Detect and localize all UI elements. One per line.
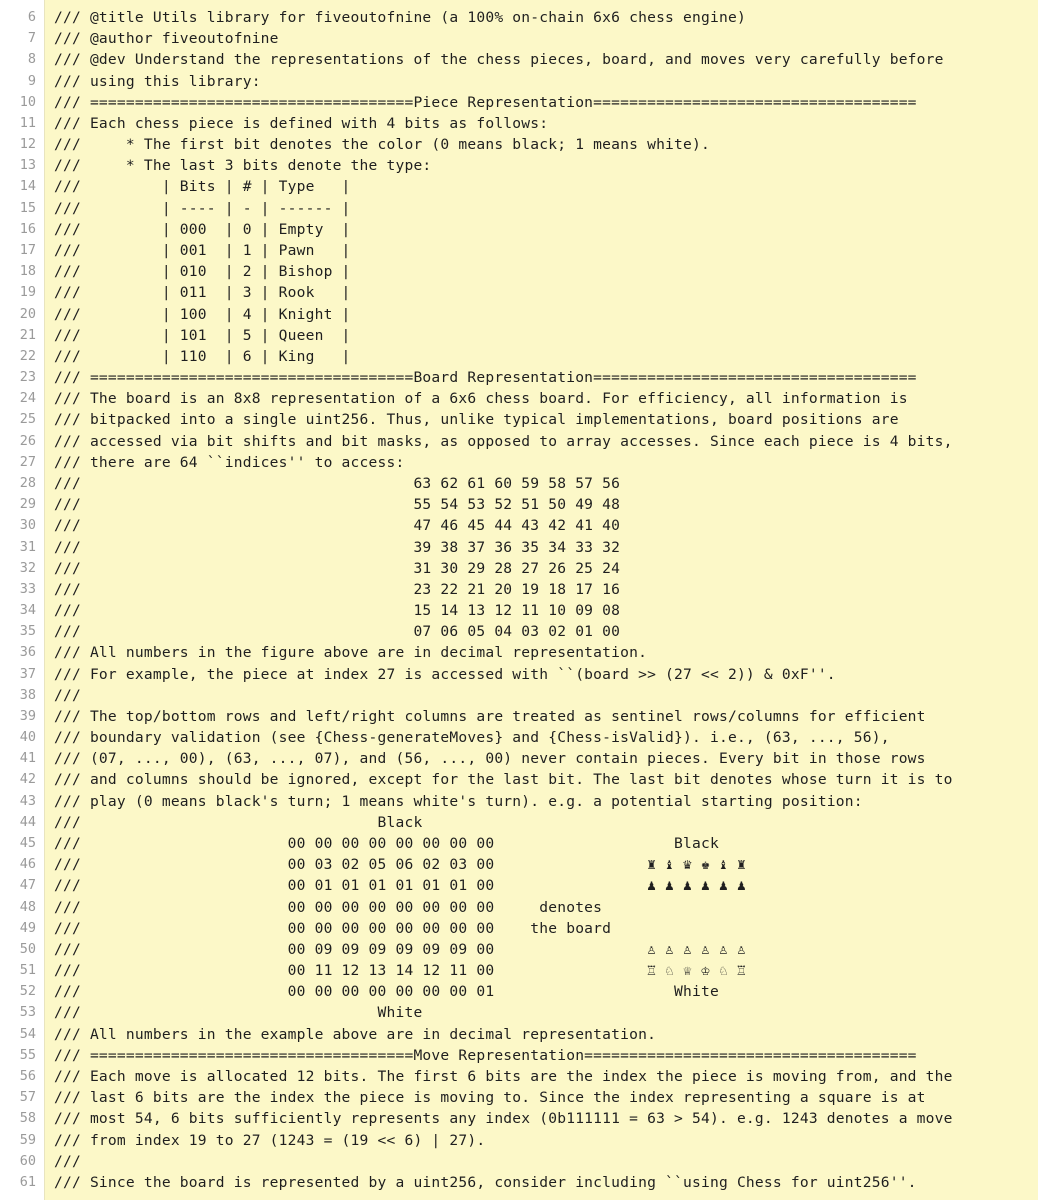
code-text: /// 63 62 61 60 59 58 57 56 xyxy=(54,474,621,492)
line-number: 14 xyxy=(19,178,36,195)
code-text: /// and columns should be ignored, except for the last bit. The last bit denotes whose turn it is to xyxy=(54,771,953,789)
code-text: /// | 001 | 1 | Pawn | xyxy=(54,241,351,259)
code-text: /// For example, the piece at index 27 is accessed with ``(board >> (27 << 2)) & 0xF''. xyxy=(54,665,836,683)
line-number: 56 xyxy=(19,1068,36,1084)
code-text: /// Each move is allocated 12 bits. The first 6 bits are the index the piece is moving from, and the xyxy=(54,1068,953,1085)
code-text: /// * The first bit denotes the color (0 means black; 1 means white). xyxy=(54,136,710,154)
line-number: 61 xyxy=(19,1173,36,1190)
code-line[interactable] xyxy=(0,664,1038,685)
line-number: 18 xyxy=(19,263,36,280)
line-number: 8 xyxy=(27,51,36,68)
code-line[interactable] xyxy=(0,431,1038,452)
line-number: 27 xyxy=(19,453,36,470)
line-number: 47 xyxy=(19,877,36,894)
line-number: 30 xyxy=(19,517,36,534)
code-line[interactable] xyxy=(0,304,1038,325)
line-number: 28 xyxy=(19,474,36,491)
line-number: 36 xyxy=(19,644,36,661)
code-text: /// 00 00 00 00 00 00 00 00 the board xyxy=(54,919,612,937)
code-text: /// 00 03 02 05 06 02 03 00 ♜ ♝ ♛ ♚ ♝ ♜ xyxy=(54,856,746,874)
code-line[interactable] xyxy=(0,939,1038,960)
line-number: 10 xyxy=(19,93,36,110)
code-text: /// bitpacked into a single uint256. Thus, unlike typical implementations, board positions are xyxy=(54,411,899,429)
line-number: 6 xyxy=(27,9,36,25)
line-number: 50 xyxy=(19,940,36,957)
code-line[interactable] xyxy=(0,28,1038,49)
code-text: /// | 000 | 0 | Empty | xyxy=(54,220,351,238)
line-number: 22 xyxy=(19,347,36,364)
code-text: /// @dev Understand the representations of the chess pieces, board, and moves very carefully before xyxy=(54,51,944,69)
code-text: /// All numbers in the example above are in decimal representation. xyxy=(54,1025,657,1043)
line-number: 26 xyxy=(19,432,36,449)
line-number: 45 xyxy=(19,835,36,852)
code-text: /// ====================================Move Representation===================================== xyxy=(54,1046,917,1064)
code-text: /// | 010 | 2 | Bishop | xyxy=(54,263,351,281)
code-line[interactable] xyxy=(0,960,1038,981)
line-number: 42 xyxy=(19,771,36,788)
code-text: /// ====================================Piece Representation==================================== xyxy=(54,93,917,111)
code-line[interactable] xyxy=(0,325,1038,346)
code-line[interactable] xyxy=(0,1087,1038,1108)
code-text: /// | Bits | # | Type | xyxy=(54,178,351,196)
line-number: 39 xyxy=(19,707,36,724)
line-number: 12 xyxy=(19,136,36,153)
code-line[interactable] xyxy=(0,769,1038,790)
code-line[interactable] xyxy=(0,388,1038,409)
line-number: 21 xyxy=(19,326,36,343)
line-number: 31 xyxy=(19,538,36,555)
line-number: 55 xyxy=(19,1046,36,1063)
code-text: /// (07, ..., 00), (63, ..., 07), and (56, ..., 00) never contain pieces. Every bit in those rows xyxy=(54,750,926,768)
code-line[interactable] xyxy=(0,1172,1038,1193)
code-line[interactable] xyxy=(0,113,1038,134)
line-number: 57 xyxy=(19,1089,36,1106)
code-line[interactable] xyxy=(0,875,1038,896)
code-text: /// last 6 bits are the index the piece is moving to. Since the index representing a square is at xyxy=(54,1089,926,1107)
line-number: 51 xyxy=(19,962,36,979)
line-number: 20 xyxy=(19,305,36,322)
line-number: 53 xyxy=(19,1004,36,1021)
line-number: 52 xyxy=(19,983,36,1000)
line-number: 23 xyxy=(19,369,36,386)
code-text: /// 00 00 00 00 00 00 00 00 Black xyxy=(54,835,719,853)
code-line[interactable] xyxy=(0,7,1038,28)
code-line[interactable] xyxy=(0,219,1038,240)
code-line[interactable] xyxy=(0,1108,1038,1129)
code-line[interactable] xyxy=(0,706,1038,727)
code-line[interactable] xyxy=(0,1151,1038,1172)
code-text: /// 23 22 21 20 19 18 17 16 xyxy=(54,580,621,598)
code-text: /// 00 09 09 09 09 09 09 00 ♙ ♙ ♙ ♙ ♙ ♙ xyxy=(54,940,746,958)
code-text: /// | 110 | 6 | King | xyxy=(54,347,351,365)
line-number: 44 xyxy=(19,813,36,830)
code-text: /// there are 64 ``indices'' to access: xyxy=(54,453,405,471)
code-line[interactable] xyxy=(0,833,1038,854)
code-line[interactable] xyxy=(0,537,1038,558)
code-line[interactable] xyxy=(0,685,1038,706)
code-line[interactable] xyxy=(0,600,1038,621)
line-number: 58 xyxy=(19,1110,36,1127)
code-line[interactable] xyxy=(0,49,1038,70)
code-text: /// using this library: xyxy=(54,72,261,90)
line-number: 59 xyxy=(19,1131,36,1148)
code-text: /// 47 46 45 44 43 42 41 40 xyxy=(54,517,621,535)
line-number: 49 xyxy=(19,919,36,936)
code-line[interactable] xyxy=(0,1066,1038,1087)
code-line[interactable] xyxy=(0,854,1038,875)
line-number: 7 xyxy=(27,30,36,47)
code-text: /// | 011 | 3 | Rook | xyxy=(54,284,351,302)
line-number: 15 xyxy=(19,199,36,216)
code-line[interactable] xyxy=(0,579,1038,600)
code-line[interactable] xyxy=(0,452,1038,473)
code-line[interactable] xyxy=(0,155,1038,176)
code-text: /// Since the board is represented by a uint256, consider including ``using Chess for uint256''. xyxy=(54,1173,917,1191)
code-text: /// Each chess piece is defined with 4 bits as follows: xyxy=(54,114,549,132)
line-number: 25 xyxy=(19,411,36,428)
code-line[interactable] xyxy=(0,473,1038,494)
code-line[interactable] xyxy=(0,134,1038,155)
line-number: 46 xyxy=(19,856,36,873)
line-number: 9 xyxy=(27,72,36,89)
code-text: /// 31 30 29 28 27 26 25 24 xyxy=(54,559,621,577)
code-text: /// | 101 | 5 | Queen | xyxy=(54,326,351,344)
code-text: /// @author fiveoutofnine xyxy=(54,30,279,48)
line-number: 33 xyxy=(19,580,36,597)
code-text: /// ====================================Board Representation==================================== xyxy=(54,369,917,387)
code-line[interactable] xyxy=(0,346,1038,367)
code-text: /// 00 01 01 01 01 01 01 00 ♟ ♟ ♟ ♟ ♟ ♟ xyxy=(54,877,746,895)
code-line[interactable] xyxy=(0,71,1038,92)
code-text: /// from index 19 to 27 (1243 = (19 << 6) | 27). xyxy=(54,1131,486,1149)
code-line[interactable] xyxy=(0,727,1038,748)
code-text: /// 39 38 37 36 35 34 33 32 xyxy=(54,538,621,556)
line-number: 17 xyxy=(19,241,36,258)
code-text: /// most 54, 6 bits sufficiently represents any index (0b111111 = 63 > 54). e.g. 1243 denotes a move xyxy=(54,1110,953,1128)
line-number: 24 xyxy=(19,390,36,407)
code-line[interactable] xyxy=(0,261,1038,282)
line-number: 35 xyxy=(19,623,36,640)
code-line[interactable] xyxy=(0,897,1038,918)
line-number: 38 xyxy=(19,686,36,703)
code-line[interactable] xyxy=(0,515,1038,536)
code-line[interactable] xyxy=(0,791,1038,812)
code-line[interactable] xyxy=(0,812,1038,833)
code-line[interactable] xyxy=(0,282,1038,303)
line-number: 11 xyxy=(19,114,36,131)
code-text: /// 15 14 13 12 11 10 09 08 xyxy=(54,602,621,620)
code-text: /// * The last 3 bits denote the type: xyxy=(54,157,432,175)
line-number: 34 xyxy=(19,602,36,619)
code-text: /// xyxy=(54,686,81,704)
line-number: 29 xyxy=(19,496,36,513)
line-number: 60 xyxy=(19,1152,36,1169)
code-text: /// 00 11 12 13 14 12 11 00 ♖ ♘ ♕ ♔ ♘ ♖ xyxy=(54,962,746,980)
line-number: 13 xyxy=(19,157,36,174)
code-text: /// accessed via bit shifts and bit masks, as opposed to array accesses. Since each piece is 4 bits, xyxy=(54,432,953,450)
code-line[interactable] xyxy=(0,240,1038,261)
line-number: 43 xyxy=(19,792,36,809)
line-number: 16 xyxy=(19,220,36,237)
line-number: 32 xyxy=(19,559,36,576)
line-number: 48 xyxy=(19,898,36,915)
code-line[interactable] xyxy=(0,367,1038,388)
line-number: 19 xyxy=(19,284,36,301)
code-line[interactable] xyxy=(0,1045,1038,1066)
code-line[interactable] xyxy=(0,981,1038,1002)
code-line[interactable] xyxy=(0,1130,1038,1151)
code-text: /// | ---- | - | ------ | xyxy=(54,199,351,217)
code-text: /// 07 06 05 04 03 02 01 00 xyxy=(54,623,621,641)
code-text: /// 00 00 00 00 00 00 00 00 denotes xyxy=(54,898,603,916)
code-line[interactable] xyxy=(0,1024,1038,1045)
code-text: /// The top/bottom rows and left/right columns are treated as sentinel rows/columns for efficient xyxy=(54,707,926,725)
line-number: 37 xyxy=(19,665,36,682)
code-text: /// boundary validation (see {Chess-generateMoves} and {Chess-isValid}). i.e., (63, ..., 56), xyxy=(54,729,890,747)
code-line[interactable] xyxy=(0,642,1038,663)
code-line[interactable] xyxy=(0,621,1038,642)
code-line[interactable] xyxy=(0,748,1038,769)
code-text: /// @title Utils library for fiveoutofnine (a 100% on-chain 6x6 chess engine) xyxy=(54,9,746,26)
code-line[interactable] xyxy=(0,409,1038,430)
code-text: /// play (0 means black's turn; 1 means white's turn). e.g. a potential starting position: xyxy=(54,792,863,810)
line-number: 40 xyxy=(19,729,36,746)
code-text: /// The board is an 8x8 representation of a 6x6 chess board. For efficiency, all information is xyxy=(54,390,908,408)
code-line[interactable] xyxy=(0,92,1038,113)
code-line[interactable] xyxy=(0,1002,1038,1023)
code-text: /// 00 00 00 00 00 00 00 01 White xyxy=(54,983,719,1001)
code-line[interactable] xyxy=(0,176,1038,197)
code-line[interactable] xyxy=(0,494,1038,515)
code-text: /// White xyxy=(54,1004,423,1022)
code-line[interactable] xyxy=(0,198,1038,219)
code-text: /// 55 54 53 52 51 50 49 48 xyxy=(54,496,621,514)
code-line[interactable] xyxy=(0,918,1038,939)
line-number: 54 xyxy=(19,1025,36,1042)
code-text: /// xyxy=(54,1152,81,1170)
code-text: /// All numbers in the figure above are in decimal representation. xyxy=(54,644,648,662)
code-line[interactable] xyxy=(0,558,1038,579)
line-number: 41 xyxy=(19,750,36,767)
code-text: /// | 100 | 4 | Knight | xyxy=(54,305,351,323)
code-text: /// Black xyxy=(54,813,423,831)
